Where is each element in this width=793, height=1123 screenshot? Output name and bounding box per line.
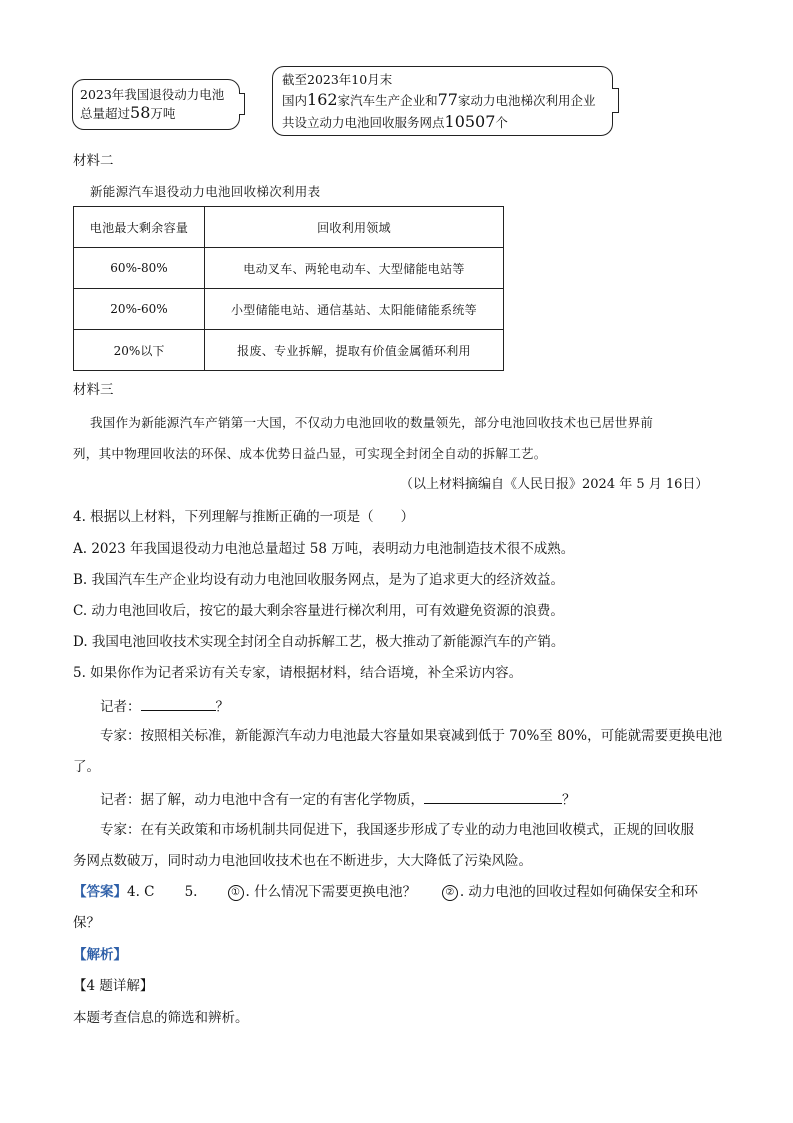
q5-expert2-line2: 务网点数破万，同时动力电池回收技术也在不断进步，大大降低了污染风险。 <box>73 853 532 869</box>
q5-reporter1: 记者： ？ <box>100 696 229 716</box>
q5-reporter2: 记者：据了解，动力电池中含有一定的有害化学物质， ？ <box>100 789 576 809</box>
table-row <box>74 289 504 330</box>
material3-source: （以上材料摘编自《人民日报》2024 年 5 月 16日） <box>400 477 709 492</box>
q4-option-c: C. 动力电池回收后，按它的最大剩余容量进行梯次利用，可有效避免资源的浪费。 <box>73 603 564 619</box>
table-cell: 20%以下 <box>74 330 205 371</box>
table-header-row <box>74 207 504 248</box>
detail-label: 【4 题详解】 <box>73 978 154 994</box>
table-header: 回收利用领域 <box>205 207 504 248</box>
table-cell: 电动叉车、两轮电动车、大型储能电站等 <box>205 248 504 289</box>
answer-label: 【答案】 <box>73 884 127 900</box>
material3-line1: 我国作为新能源汽车产销第一大国，不仅动力电池回收的数量领先，部分电池回收技术也已居世界前 <box>90 415 654 430</box>
table-cell: 20%-60% <box>74 289 205 330</box>
q5-expert1-line2: 了。 <box>73 759 100 775</box>
table-cell: 报废、专业拆解，提取有价值金属循环利用 <box>205 330 504 371</box>
material3-line2: 列，其中物理回收法的环保、成本优势日益凸显，可实现全封闭全自动的拆解工艺。 <box>73 446 547 461</box>
analysis-label: 【解析】 <box>73 947 127 963</box>
battery-cap-left <box>239 93 245 115</box>
answer-blank[interactable] <box>141 696 216 711</box>
table-cell: 小型储能电站、通信基站、太阳能储能系统等 <box>205 289 504 330</box>
material2-heading: 材料二 <box>73 153 114 169</box>
right-box-line3: 共设立动力电池回收服务网点10507个 <box>282 112 508 131</box>
circled-number: ① <box>228 885 244 901</box>
left-box-line2: 总量超过58万吨 <box>80 103 176 122</box>
q5-expert1-line1: 专家：按照相关标准，新能源汽车动力电池最大容量如果衰减到低于 70%至 80%，可能就需要更换电池 <box>100 728 723 744</box>
answer-line2: 保？ <box>73 915 100 931</box>
table-row <box>74 248 504 289</box>
table-title: 新能源汽车退役动力电池回收梯次利用表 <box>90 184 321 199</box>
answer-blank[interactable] <box>424 789 562 804</box>
q5-expert2-line1: 专家：在有关政策和市场机制共同促进下，我国逐步形成了专业的动力电池回收模式，正规的回收服 <box>100 822 694 838</box>
q4-option-b: B. 我国汽车生产企业均设有动力电池回收服务网点，是为了追求更大的经济效益。 <box>73 572 565 588</box>
q5-stem: 5. 如果你作为记者采访有关专家，请根据材料，结合语境，补全采访内容。 <box>73 665 523 681</box>
answer-line1: 【答案】4. C 5. ① . 什么情况下需要更换电池？ ② . 动力电池的回收过程如何确保安全和环 <box>73 884 698 900</box>
circled-number: ② <box>442 885 458 901</box>
material3-heading: 材料三 <box>73 382 114 398</box>
q4-option-d: D. 我国电池回收技术实现全封闭全自动拆解工艺，极大推动了新能源汽车的产销。 <box>73 634 565 650</box>
right-box-line2: 国内162家汽车生产企业和77家动力电池梯次利用企业 <box>282 90 596 109</box>
recycling-table <box>73 206 504 371</box>
right-box-line1: 截至2023年10月末 <box>282 72 393 87</box>
q4-option-a: A. 2023 年我国退役动力电池总量超过 58 万吨，表明动力电池制造技术很不成熟。 <box>73 541 575 557</box>
table-row <box>74 330 504 371</box>
q4-stem: 4. 根据以上材料，下列理解与推断正确的一项是（ ） <box>73 509 415 525</box>
analysis-text: 本题考查信息的筛选和辨析。 <box>73 1010 249 1026</box>
table-cell: 60%-80% <box>74 248 205 289</box>
table-header: 电池最大剩余容量 <box>74 207 205 248</box>
left-box-line1: 2023年我国退役动力电池 <box>80 87 225 102</box>
battery-cap-right <box>612 88 619 113</box>
